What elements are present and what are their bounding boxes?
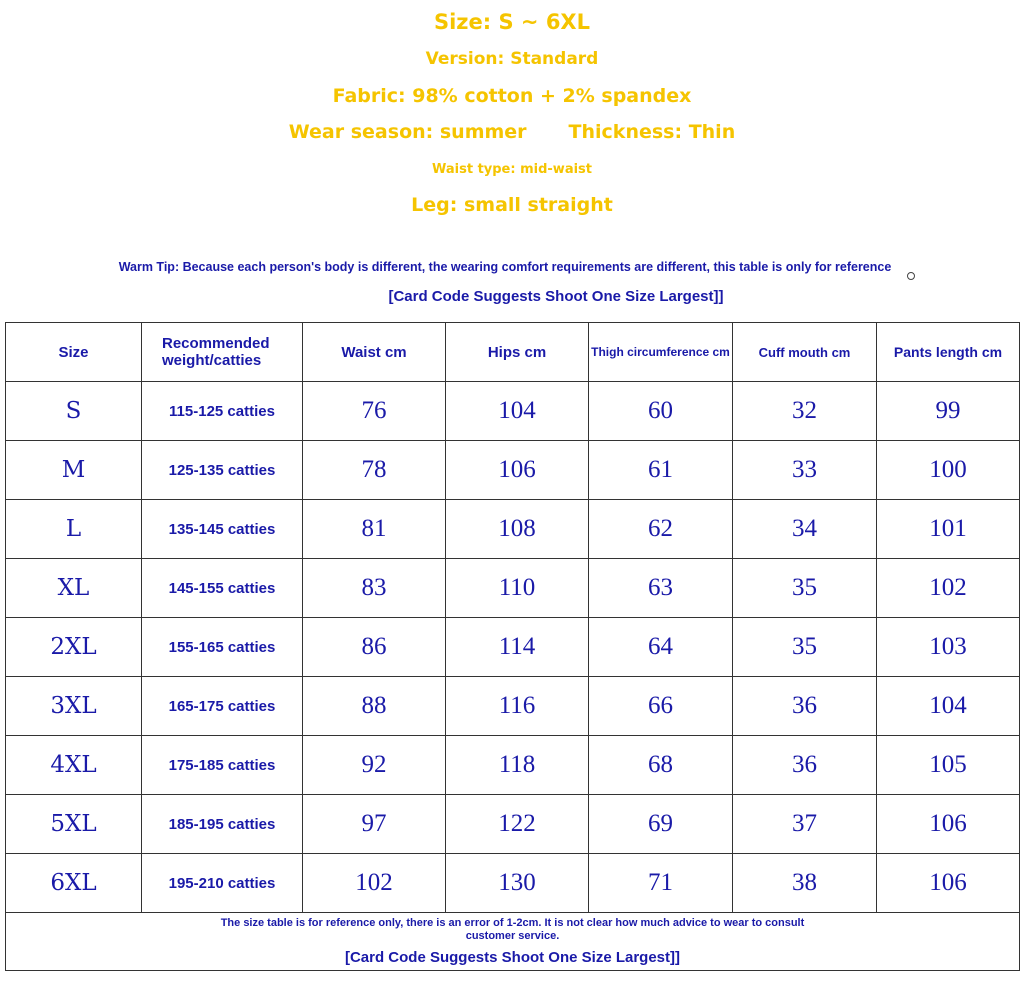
length-cell: 102 (877, 559, 1020, 618)
waist-type: Waist type: mid-waist (431, 162, 592, 177)
length-cell: 105 (877, 736, 1020, 795)
thigh-cell: 62 (589, 500, 733, 559)
table-row (6, 677, 1020, 736)
season-thickness (0, 121, 1024, 143)
hips-cell: 104 (446, 382, 589, 441)
hips-cell: 116 (446, 677, 589, 736)
header-thigh: Thigh circumference cm (589, 323, 733, 382)
size-cell: XL (6, 559, 142, 618)
weight-cell: 175-185 catties (142, 736, 303, 795)
cuff-cell: 35 (733, 559, 877, 618)
table-row (6, 618, 1020, 677)
thigh-cell: 66 (589, 677, 733, 736)
size-cell: 5XL (6, 795, 142, 854)
circle-mark (907, 272, 915, 280)
weight-cell: 165-175 catties (142, 677, 303, 736)
thigh-cell: 68 (589, 736, 733, 795)
table-row (6, 854, 1020, 913)
hips-cell: 114 (446, 618, 589, 677)
thigh-cell: 60 (589, 382, 733, 441)
waist-cell: 78 (303, 441, 446, 500)
table-row (6, 441, 1020, 500)
weight-cell: 125-135 catties (142, 441, 303, 500)
waist-cell: 81 (303, 500, 446, 559)
length-cell: 101 (877, 500, 1020, 559)
weight-cell: 195-210 catties (142, 854, 303, 913)
size-cell: 3XL (6, 677, 142, 736)
header-waist: Waist cm (303, 323, 446, 382)
footer-card-code: [Card Code Suggests Shoot One Size Largest]] (344, 949, 681, 966)
size-table (5, 322, 1020, 971)
waist-cell: 86 (303, 618, 446, 677)
table-footer (6, 913, 1020, 971)
size-cell: L (6, 500, 142, 559)
weight-cell: 185-195 catties (142, 795, 303, 854)
footer-note: The size table is for reference only, there is an error of 1-2cm. It is not clear how much advice to wear to consult customer service. (220, 917, 805, 942)
cuff-cell: 32 (733, 382, 877, 441)
weight-cell: 135-145 catties (142, 500, 303, 559)
size-cell: S (6, 382, 142, 441)
thigh-cell: 71 (589, 854, 733, 913)
length-cell: 104 (877, 677, 1020, 736)
cuff-cell: 33 (733, 441, 877, 500)
header-weight: Recommended weight/catties (142, 323, 303, 382)
hips-cell: 122 (446, 795, 589, 854)
table-row (6, 736, 1020, 795)
length-cell: 100 (877, 441, 1020, 500)
hips-cell: 130 (446, 854, 589, 913)
hips-cell: 110 (446, 559, 589, 618)
cuff-cell: 34 (733, 500, 877, 559)
weight-cell: 115-125 catties (142, 382, 303, 441)
waist-cell: 102 (303, 854, 446, 913)
thigh-cell: 69 (589, 795, 733, 854)
footer-row (6, 913, 1020, 971)
header-hips: Hips cm (446, 323, 589, 382)
cuff-cell: 37 (733, 795, 877, 854)
waist-cell: 97 (303, 795, 446, 854)
thickness: Thickness: Thin (568, 121, 736, 143)
length-cell: 99 (877, 382, 1020, 441)
card-code-tip: [Card Code Suggests Shoot One Size Largest]] (388, 288, 724, 305)
size-cell: M (6, 441, 142, 500)
leg-type: Leg: small straight (411, 194, 613, 216)
warm-tip: Warm Tip: Because each person's body is different, the wearing comfort requirements are different, this table is only for reference (118, 260, 892, 274)
cuff-cell: 36 (733, 736, 877, 795)
size-cell: 4XL (6, 736, 142, 795)
size-range: Size: S ~ 6XL (433, 10, 591, 34)
version: Version: Standard (425, 49, 599, 69)
header-length: Pants length cm (877, 323, 1020, 382)
length-cell: 106 (877, 795, 1020, 854)
thigh-cell: 63 (589, 559, 733, 618)
wear-season: Wear season: summer (288, 121, 527, 143)
cuff-cell: 36 (733, 677, 877, 736)
size-cell: 2XL (6, 618, 142, 677)
table-row (6, 559, 1020, 618)
hips-cell: 106 (446, 441, 589, 500)
thigh-cell: 61 (589, 441, 733, 500)
hips-cell: 118 (446, 736, 589, 795)
waist-cell: 92 (303, 736, 446, 795)
waist-cell: 88 (303, 677, 446, 736)
length-cell: 106 (877, 854, 1020, 913)
table-row (6, 382, 1020, 441)
size-cell: 6XL (6, 854, 142, 913)
waist-cell: 83 (303, 559, 446, 618)
hips-cell: 108 (446, 500, 589, 559)
weight-cell: 155-165 catties (142, 618, 303, 677)
thigh-cell: 64 (589, 618, 733, 677)
cuff-cell: 38 (733, 854, 877, 913)
table-row (6, 795, 1020, 854)
header-size: Size (6, 323, 142, 382)
weight-cell: 145-155 catties (142, 559, 303, 618)
cuff-cell: 35 (733, 618, 877, 677)
length-cell: 103 (877, 618, 1020, 677)
table-row (6, 500, 1020, 559)
header-cuff: Cuff mouth cm (733, 323, 877, 382)
header-row (6, 323, 1020, 382)
fabric: Fabric: 98% cotton + 2% spandex (332, 85, 692, 107)
waist-cell: 76 (303, 382, 446, 441)
